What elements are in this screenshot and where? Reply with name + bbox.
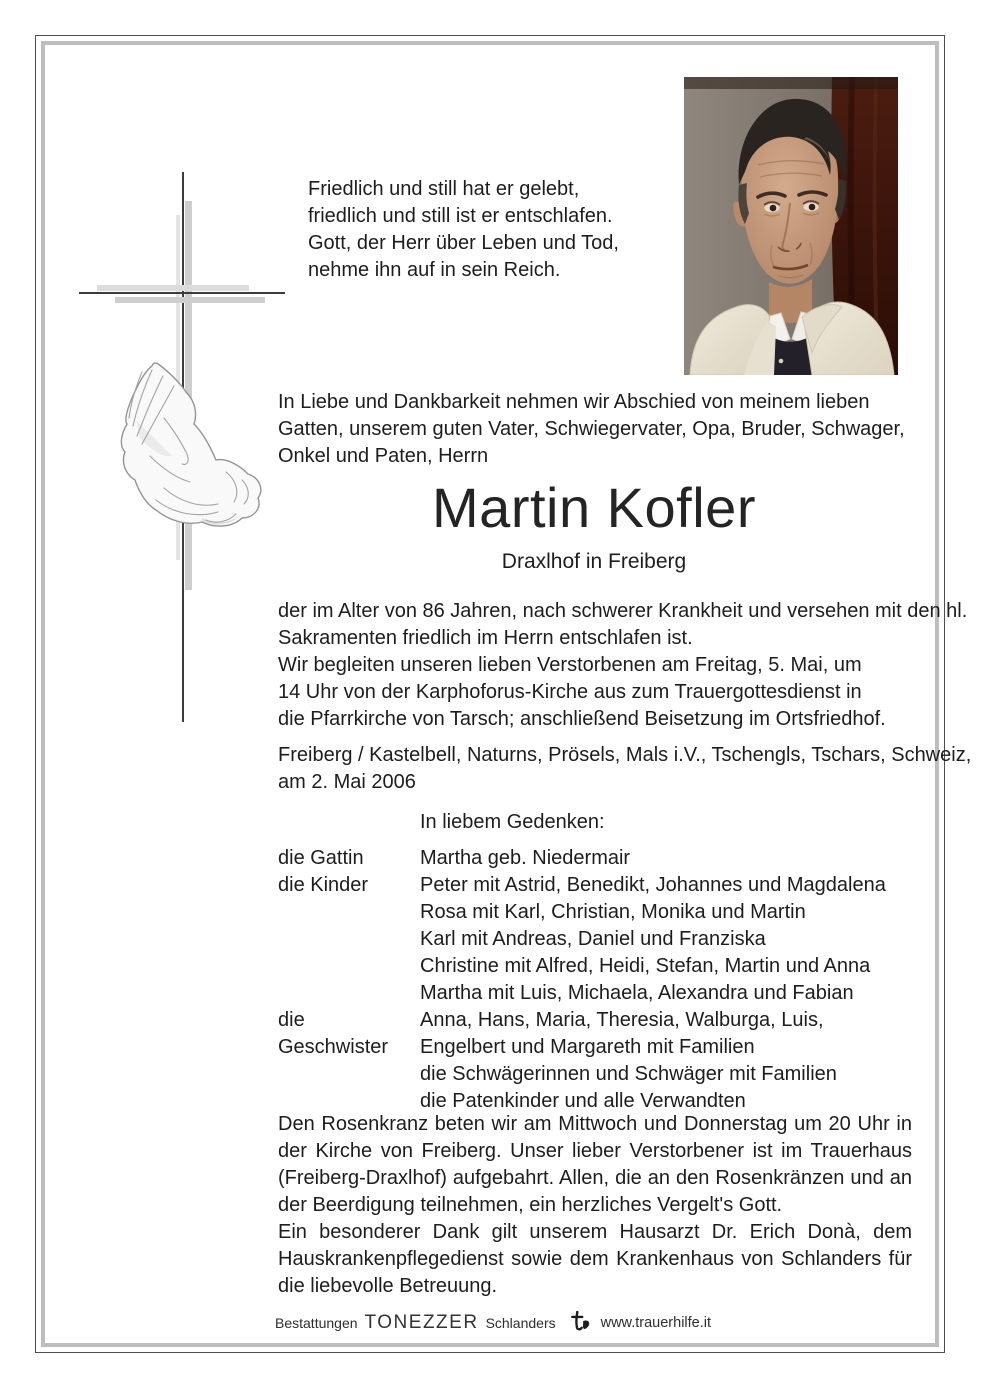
family-members-line: Peter mit Astrid, Benedikt, Johannes und Magdalena bbox=[420, 874, 886, 896]
remembrance-heading: In liebem Gedenken: bbox=[420, 811, 605, 833]
family-list bbox=[278, 845, 918, 1115]
family-members-line: Rosa mit Karl, Christian, Monika und Martin bbox=[420, 901, 806, 923]
places-date bbox=[278, 742, 971, 796]
announcement-line: Sakramenten friedlich im Herrn entschlafen ist. bbox=[278, 627, 693, 649]
epigraph-line: Friedlich und still hat er gelebt, bbox=[308, 178, 580, 200]
places-line: Freiberg / Kastelbell, Naturns, Prösels, Mals i.V., Tschengls, Tschars, Schweiz, bbox=[278, 744, 972, 766]
funeral-home-city: Schlanders bbox=[485, 1315, 556, 1331]
cross-horizontal-bar-upper bbox=[97, 285, 249, 291]
epigraph bbox=[308, 176, 619, 284]
family-row bbox=[278, 845, 918, 872]
announcement-line: 14 Uhr von der Karphoforus-Kirche aus zum Trauergottesdienst in bbox=[278, 681, 862, 703]
family-members-line: Martha geb. Niedermair bbox=[420, 847, 631, 869]
family-row bbox=[278, 872, 918, 1007]
deceased-residence: Draxlhof in Freiberg bbox=[501, 550, 687, 573]
trauerhilfe-logo-icon bbox=[568, 1311, 592, 1336]
praying-hands-icon bbox=[106, 360, 266, 538]
family-role-label: die Gattin bbox=[278, 847, 364, 869]
announcement-line: die Pfarrkirche von Tarsch; anschließend Beisetzung im Ortsfriedhof. bbox=[278, 708, 886, 730]
family-role-label: die Kinder bbox=[278, 874, 369, 896]
closing-paragraph: Ein besonderer Dank gilt unserem Hausarzt Dr. Erich Donà, dem Hauskrankenpflegedienst sowie dem Krankenhaus von Schlanders für die liebevolle Betreuung. bbox=[278, 1221, 912, 1297]
portrait-photo bbox=[684, 77, 898, 375]
family-members-line: Engelbert und Margareth mit Familien bbox=[420, 1036, 755, 1058]
date-line: am 2. Mai 2006 bbox=[278, 771, 416, 793]
announcement-line: der im Alter von 86 Jahren, nach schwerer Krankheit und versehen mit den hl. bbox=[278, 600, 968, 622]
family-members-line: die Patenkinder und alle Verwandten bbox=[420, 1090, 746, 1112]
family-members-line: Martha mit Luis, Michaela, Alexandra und Fabian bbox=[420, 982, 854, 1004]
footer bbox=[275, 1308, 711, 1338]
website-text: www.trauerhilfe.it bbox=[600, 1315, 712, 1331]
cross-horizontal-line bbox=[79, 292, 285, 294]
family-role-label: die Geschwister bbox=[278, 1009, 389, 1058]
funeral-home-prefix: Bestattungen bbox=[275, 1315, 358, 1331]
epigraph-line: nehme ihn auf in sein Reich. bbox=[308, 259, 561, 281]
family-members-line: die Schwägerinnen und Schwäger mit Familien bbox=[420, 1063, 837, 1085]
epigraph-line: friedlich und still ist er entschlafen. bbox=[308, 205, 613, 227]
closing-paragraph: Den Rosenkranz beten wir am Mittwoch und Donnerstag um 20 Uhr in der Kirche von Freiberg. Unser lieber Verstorbener ist im Trauerhaus (Freiberg-Draxlhof) aufgebahrt. Allen, die an den Rosenkränzen und an der Beerdigung teilnehmen, ein herzliches Vergelt's Gott. bbox=[278, 1113, 912, 1216]
closing-section bbox=[278, 1111, 912, 1300]
family-members-line: Karl mit Andreas, Daniel und Franziska bbox=[420, 928, 766, 950]
family-members-line: Anna, Hans, Maria, Theresia, Walburga, Luis, bbox=[420, 1009, 824, 1031]
funeral-home-name: TONEZZER bbox=[364, 1312, 479, 1333]
deceased-name: Martin Kofler bbox=[432, 476, 756, 539]
cross-horizontal-bar-lower bbox=[115, 297, 265, 303]
epigraph-line: Gott, der Herr über Leben und Tod, bbox=[308, 232, 619, 254]
intro-paragraph: In Liebe und Dankbarkeit nehmen wir Abschied von meinem lieben Gatten, unserem guten Vater, Schwiegervater, Opa, Bruder, Schwager, Onkel und Paten, Herrn bbox=[278, 391, 905, 467]
family-row bbox=[278, 1007, 918, 1115]
family-members-line: Christine mit Alfred, Heidi, Stefan, Martin und Anna bbox=[420, 955, 871, 977]
announcement-line: Wir begleiten unseren lieben Verstorbenen am Freitag, 5. Mai, um bbox=[278, 654, 862, 676]
deceased-name-block bbox=[278, 478, 910, 574]
announcement bbox=[278, 598, 967, 733]
